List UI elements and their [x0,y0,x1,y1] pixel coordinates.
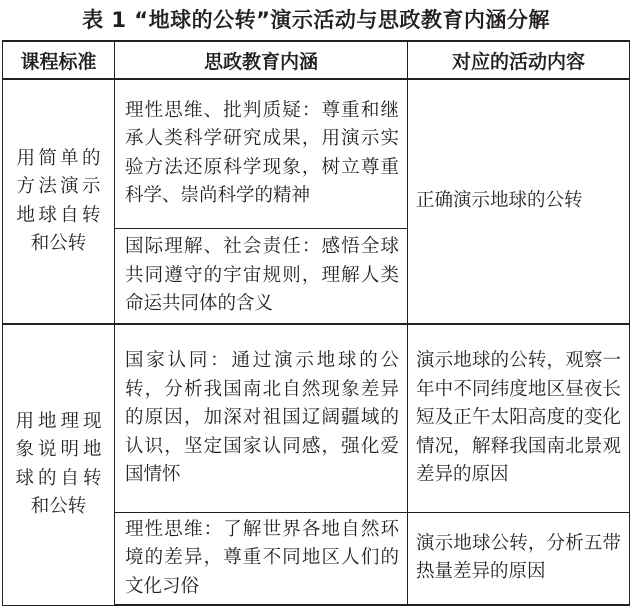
header-connotation: 思政教育内涵 [115,41,408,79]
connotation-cell: 国际理解、社会责任：感悟全球共同遵守的宇宙规则，理解人类命运共同体的含义 [115,228,408,324]
connotation-cell: 理性思维、批判质疑：尊重和继承人类科学研究成果，用演示实验方法还原科学现象，树立尊重科学、崇尚科学的精神 [115,79,408,228]
standard-text: 用地理现象说明地球的自转和公转 [15,410,102,518]
connotation-cell: 理性思维：了解世界各地自然环境的差异，尊重不同地区人们的文化习俗 [115,512,408,605]
curriculum-table [2,40,630,606]
activity-cell: 演示地球的公转，观察一年中不同纬度地区昼夜长短及正午太阳高度的变化情况，解释我国南北景观差异的原因 [408,324,630,512]
standard-cell [3,324,115,605]
connotation-cell: 国家认同：通过演示地球的公转，分析我国南北自然现象差异的原因，加深对祖国辽阔疆域的认识，坚定国家认同感，强化爱国情怀 [115,324,408,512]
activity-cell: 演示地球公转，分析五带热量差异的原因 [408,512,630,605]
table-title: 表 1 “地球的公转”演示活动与思政教育内涵分解 [82,8,550,32]
standard-text: 用简单的方法演示地球自转和公转 [16,147,101,254]
header-row [3,41,630,79]
activity-cell: 正确演示地球的公转 [408,79,630,324]
table-row [3,324,630,512]
standard-cell [3,79,115,324]
header-standard: 课程标准 [3,41,115,79]
header-activity: 对应的活动内容 [408,41,630,79]
table-row [3,79,630,228]
